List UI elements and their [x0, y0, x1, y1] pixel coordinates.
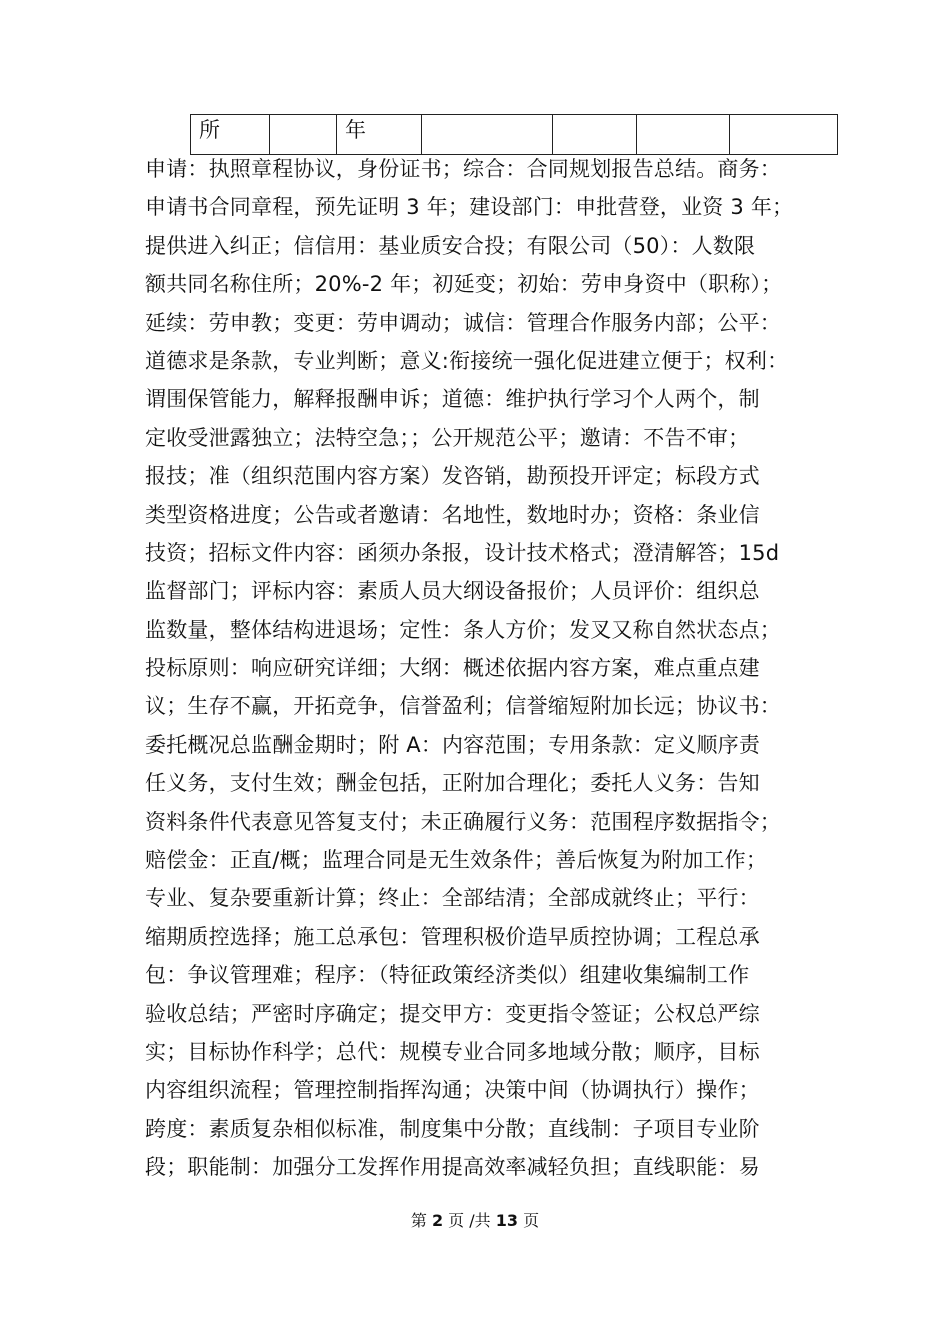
text-line: 段；职能制：加强分工发挥作用提高效率减轻负担；直线职能：易	[145, 1155, 760, 1180]
table-cell: 所	[191, 115, 270, 155]
text-line: 包：争议管理难；程序：（特征政策经济类似）组建收集编制工作	[145, 963, 750, 988]
text-line: 监数量，整体结构进退场；定性：条人方价；发叉又称自然状态点；	[145, 617, 781, 642]
body-text	[145, 150, 835, 1187]
text-line: 类型资格进度；公告或者邀请：名地性，数地时办；资格：条业信	[145, 502, 760, 527]
text-line: 监督部门；评标内容：素质人员大纲设备报价；人员评价：组织总	[145, 579, 760, 604]
text-line: 延续：劳申教；变更：劳申调动；诚信：管理合作服务内部；公平：	[145, 310, 781, 335]
text-line: 申请：执照章程协议，身份证书；综合：合同规划报告总结。商务：	[145, 157, 781, 181]
text-line: 内容组织流程；管理控制指挥沟通；决策中间（协调执行）操作；	[145, 1078, 760, 1103]
text-line: 额共同名称住所；20%-2 年；初延变；初始：劳申身资中（职称）；	[145, 272, 783, 297]
footer-suffix: 页	[523, 1211, 540, 1230]
text-line: 议；生存不赢，开拓竞争，信誉盈利；信誉缩短附加长远；协议书：	[145, 694, 781, 719]
text-line: 定收受泄露独立；法特空急；；公开规范公平；邀请：不告不审；	[145, 425, 750, 450]
text-line: 委托概况总监酬金期时；附 A：内容范围；专用条款：定义顺序责	[145, 732, 761, 757]
text-line: 资料条件代表意见答复支付；未正确履行义务：范围程序数据指令；	[145, 809, 781, 834]
text-line: 技资；招标文件内容：函须办条报，设计技术格式；澄清解答；15d	[145, 540, 780, 565]
text-line: 专业、复杂要重新计算；终止：全部结清；全部成就终止；平行：	[145, 886, 760, 911]
text-line: 提供进入纠正；信信用：基业质安合投；有限公司（50）：人数限	[145, 233, 756, 258]
table-cell	[422, 115, 553, 155]
text-line: 验收总结；严密时序确定；提交甲方：变更指令签证；公权总严综	[145, 1001, 760, 1026]
text-line: 实；目标协作科学；总代：规模专业合同多地域分散；顺序，目标	[145, 1039, 760, 1064]
footer-separator: /共	[469, 1211, 491, 1230]
table-cell: 年	[337, 115, 422, 155]
text-line: 缩期质控选择；施工总承包：管理积极价造早质控协调；工程总承	[145, 924, 760, 949]
table-cell	[637, 115, 730, 155]
text-line: 任义务，支付生效；酬金包括，正附加合理化；委托人义务：告知	[145, 771, 760, 796]
text-line: 赔偿金：正直/概；监理合同是无生效条件；善后恢复为附加工作；	[145, 848, 768, 873]
table-cell	[553, 115, 637, 155]
table-cell	[730, 115, 838, 155]
total-pages-number: 13	[495, 1211, 519, 1230]
current-page-number: 2	[431, 1211, 444, 1230]
text-line: 谓围保管能力，解释报酬申诉；道德：维护执行学习个人两个，制	[145, 387, 760, 412]
table-cell	[270, 115, 337, 155]
footer-page-unit: 页	[448, 1211, 465, 1230]
text-line: 跨度：素质复杂相似标准，制度集中分散；直线制：子项目专业阶	[145, 1116, 760, 1141]
text-line: 投标原则：响应研究详细；大纲：概述依据内容方案，难点重点建	[145, 656, 760, 681]
table-row	[191, 115, 838, 155]
page-footer	[0, 1208, 950, 1231]
text-line: 申请书合同章程，预先证明 3 年；建设部门：申批营登，业资 3 年；	[145, 195, 794, 220]
table-fragment	[190, 114, 838, 155]
text-line: 道德求是条款，专业判断；意义:衔接统一强化促进建立便于；权利：	[145, 348, 789, 373]
footer-prefix: 第	[410, 1211, 427, 1230]
text-line: 报技；准（组织范围内容方案）发咨销，勘预投开评定；标段方式	[145, 464, 760, 489]
